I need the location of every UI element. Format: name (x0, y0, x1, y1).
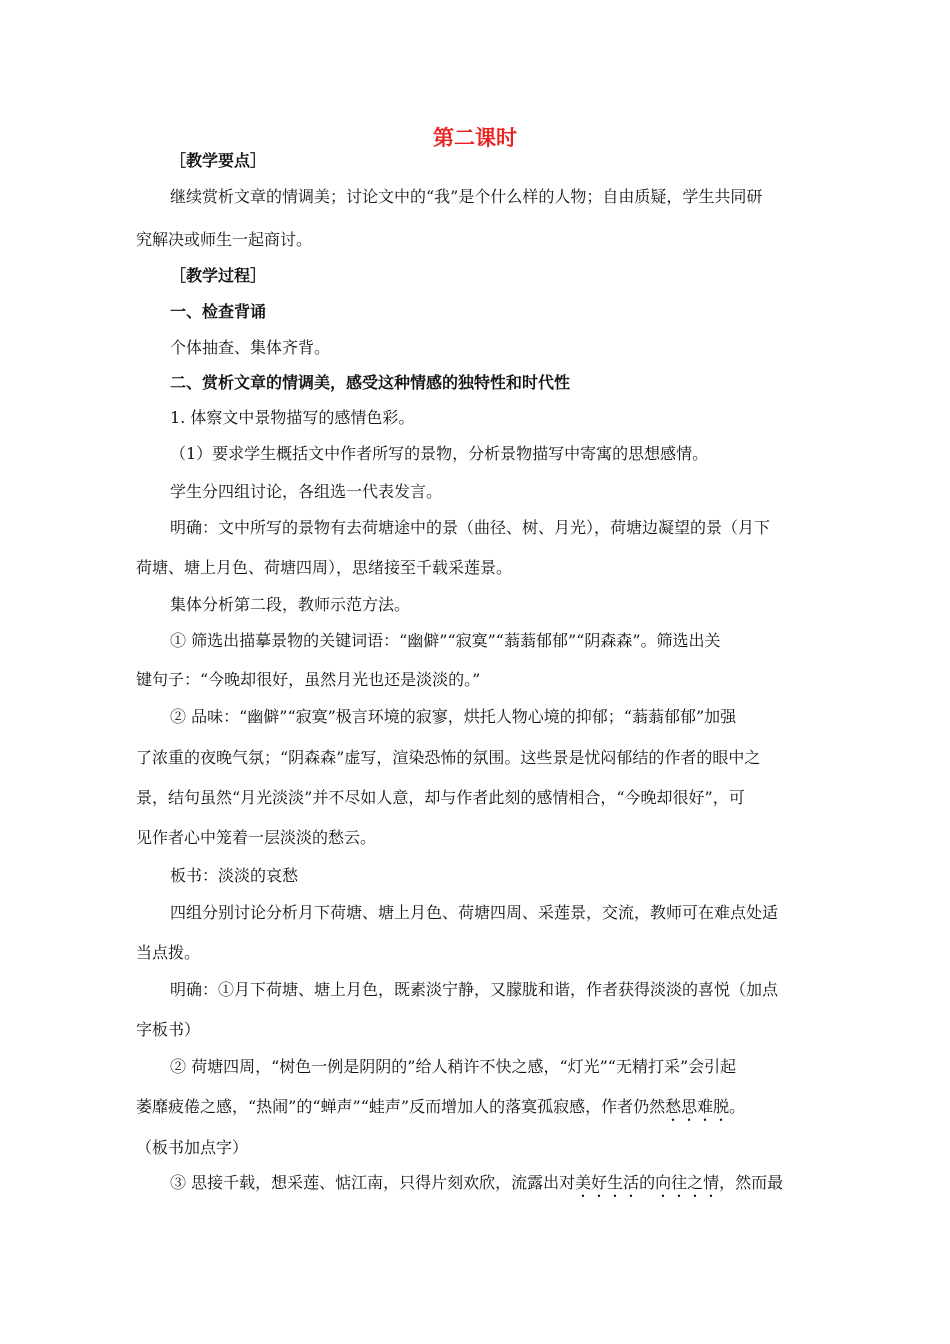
section-heading-1: 一、检查背诵 (170, 302, 267, 321)
paragraph-line: ① 筛选出描摹景物的关键词语：“幽僻”“寂寞”“蓊蓊郁郁”“阴森森”。筛选出关 (170, 631, 721, 650)
paragraph-line: 学生分四组讨论，各组选一代表发言。 (170, 482, 443, 501)
teaching-points-heading: ［教学要点］ (170, 151, 267, 170)
paragraph-line: 见作者心中笼着一层淡淡的愁云。 (136, 828, 377, 847)
text-segment: 萎靡疲倦之感，“热闹”的“蝉声”“蛙声”反而增加人的落寞孤寂感，作者仍然 (136, 1097, 666, 1116)
paragraph-line: 明确：①月下荷塘、塘上月色，既素淡宁静，又朦胧和谐，作者获得淡淡的喜悦（加点 (170, 980, 779, 999)
emphasized-text: 愁思难脱 (665, 1097, 730, 1116)
paragraph-line: （板书加点字） (136, 1138, 249, 1157)
section-heading-2: 二、赏析文章的情调美，感受这种情感的独特性和时代性 (170, 373, 571, 392)
paragraph-line: 明确：文中所写的景物有去荷塘途中的景（曲径、树、月光），荷塘边凝望的景（月下 (170, 518, 771, 537)
paragraph-line: 字板书） (136, 1020, 201, 1039)
blackboard-note: 板书：淡淡的哀愁 (170, 866, 299, 885)
paragraph-line: 荷塘、塘上月色、荷塘四周），思绪接至千载采莲景。 (136, 558, 513, 577)
paragraph-line: 当点拨。 (136, 943, 201, 962)
paragraph-line: 究解决或师生一起商讨。 (136, 230, 313, 249)
paragraph-line: 继续赏析文章的情调美；讨论文中的“我”是个什么样的人物；自由质疑，学生共同研 (170, 187, 763, 206)
paragraph-line (136, 1096, 745, 1125)
paragraph-line: 个体抽查、集体齐背。 (170, 338, 331, 357)
paragraph-line: ② 荷塘四周，“树色一例是阴阴的”给人稍许不快之感，“灯光”“无精打采”会引起 (170, 1057, 737, 1076)
text-segment: ③ 思接千载，想采莲、惦江南，只得片刻欢欣，流露出对 (170, 1173, 576, 1192)
paragraph-line: 了浓重的夜晚气氛；“阴森森”虚写，渲染恐怖的氛围。这些景是忧闷郁结的作者的眼中之 (136, 748, 761, 767)
text-segment: 的 (639, 1173, 656, 1192)
text-segment: 。 (729, 1097, 746, 1116)
paragraph-line: 景，结句虽然“月光淡淡”并不尽如人意，却与作者此刻的感情相合，“今晚却很好”，可 (136, 788, 745, 807)
paragraph-line (170, 1172, 783, 1201)
emphasized-text: 向往之情 (655, 1173, 720, 1192)
paragraph-line: 1. 体察文中景物描写的感情色彩。 (170, 408, 415, 427)
paragraph-line: 四组分别讨论分析月下荷塘、塘上月色、荷塘四周、采莲景，交流，教师可在难点处适 (170, 903, 779, 922)
paragraph-line: （1）要求学生概括文中作者所写的景物，分析景物描写中寄寓的思想感情。 (170, 444, 709, 463)
teaching-process-heading: ［教学过程］ (170, 266, 267, 285)
emphasized-text: 美好生活 (575, 1173, 640, 1192)
text-segment: ，然而最 (719, 1173, 784, 1192)
paragraph-line: 键句子：“今晚却很好，虽然月光也还是淡淡的。” (136, 670, 481, 689)
page-title: 第二课时 (433, 126, 517, 150)
paragraph-line: ② 品味：“幽僻”“寂寞”极言环境的寂寥，烘托人物心境的抑郁；“蓊蓊郁郁”加强 (170, 707, 737, 726)
paragraph-line: 集体分析第二段，教师示范方法。 (170, 595, 411, 614)
